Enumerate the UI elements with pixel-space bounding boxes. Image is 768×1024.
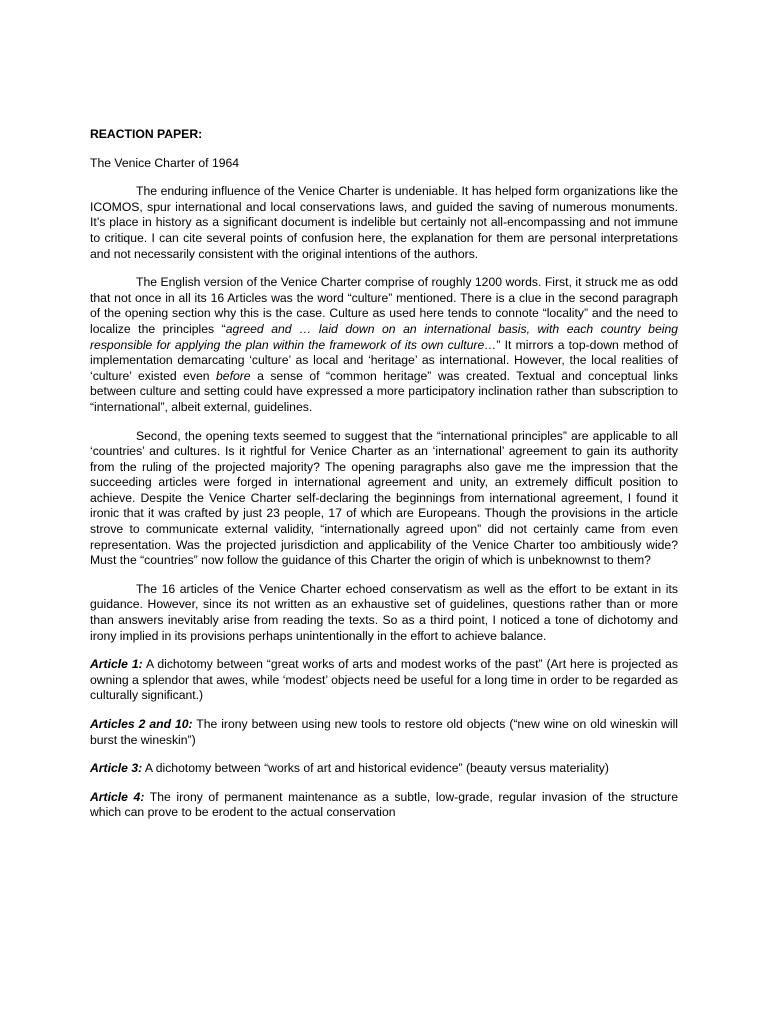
paragraph-2-text-b: ” It mirrors a top-down method of implementation demarcating ‘culture’ as local and ‘heritage’ as international. However, the local realities of ‘culture’ existed even [90, 337, 678, 383]
paragraph-2-text-a: The English version of the Venice Charter comprise of roughly 1200 words. First, it struck me as odd that not once in all its 16 Articles was the word “culture” mentioned. There is a clue in the second paragraph of the opening section why this is the case. Culture as used here tends to connote “locality” and the need to localize the principles “ [90, 275, 678, 336]
article-item-3 [90, 761, 678, 777]
paragraph-2-quote: agreed and … laid down on an international basis, with each country being responsible for applying the plan within the framework of its own culture… [90, 321, 678, 352]
article-label: Article 1: [90, 657, 143, 672]
paragraph-4: The 16 articles of the Venice Charter echoed conservatism as well as the effort to be extant in its guidance. However, since its not written as an exhaustive set of guidelines, questions rather than or more than answers inevitably arise from reading the texts. So as a third point, I noticed a tone of dichotomy and irony implied in its provisions perhaps unintentionally in the effort to achieve balance. [90, 581, 678, 643]
document-body [90, 127, 678, 821]
paragraph-2 [90, 275, 678, 415]
article-item-1 [90, 657, 678, 704]
document-subtitle: The Venice Charter of 1964 [90, 155, 240, 170]
paragraph-1: The enduring influence of the Venice Charter is undeniable. It has helped form organizations like the ICOMOS, spur international and local conservations laws, and guided the saving of numerous monuments. It’s place in history as a significant document is indelible but certainly not all-encompassing and not immune to critique. I can cite several points of confusion here, the explanation for them are personal interpretations and not necessarily consistent with the original intentions of the authors. [90, 184, 678, 261]
article-text: The irony of permanent maintenance as a subtle, low-grade, regular invasion of the structure which can prove to be erodent to the actual conservation [90, 789, 679, 820]
document-title: REACTION PAPER: [90, 127, 203, 141]
article-text: A dichotomy between “great works of arts and modest works of the past” (Art here is projected as owning a splendor that awes, while ‘modest’ objects need be useful for a long time in order to be regarded as culturally significant.) [90, 657, 679, 703]
paragraph-3: Second, the opening texts seemed to suggest that the “international principles” are applicable to all ‘countries’ and cultures. Is it rightful for Venice Charter as an ‘international’ agreement to gain its authority from the ruling of the projected majority? The opening paragraphs also gave me the impression that the succeeding articles were forged in international agreement and unity, an extremely difficult position to achieve. Despite the Venice Charter self-declaring the beginnings from international agreement, I found it ironic that it was crafted by just 23 people, 17 of which are Europeans. Though the provisions in the article strove to communicate external validity, “internationally agreed upon” did not certainly came from even representation. Was the projected jurisdiction and applicability of the Venice Charter too ambitiously wide? Must the “countries” now follow the guidance of this Charter the origin of which is unbeknownst to them? [90, 428, 678, 568]
article-item-4 [90, 790, 678, 821]
paragraph-2-text-c: a sense of “common heritage” was created. Textual and conceptual links between culture and setting could have expressed a more participatory inclination rather than subscription to “international”, albeit external, guidelines. [90, 368, 678, 414]
article-label: Article 4: [90, 789, 145, 804]
article-text: The irony between using new tools to restore old objects (“new wine on old wineskin will burst the wineskin”) [90, 717, 679, 747]
article-item-2-10 [90, 717, 678, 748]
article-text: A dichotomy between “works of art and historical evidence” (beauty versus materiality) [142, 761, 609, 776]
article-label: Article 3: [90, 761, 143, 776]
paragraph-2-emphasis: before [216, 368, 251, 383]
article-label: Articles 2 and 10: [90, 717, 193, 731]
